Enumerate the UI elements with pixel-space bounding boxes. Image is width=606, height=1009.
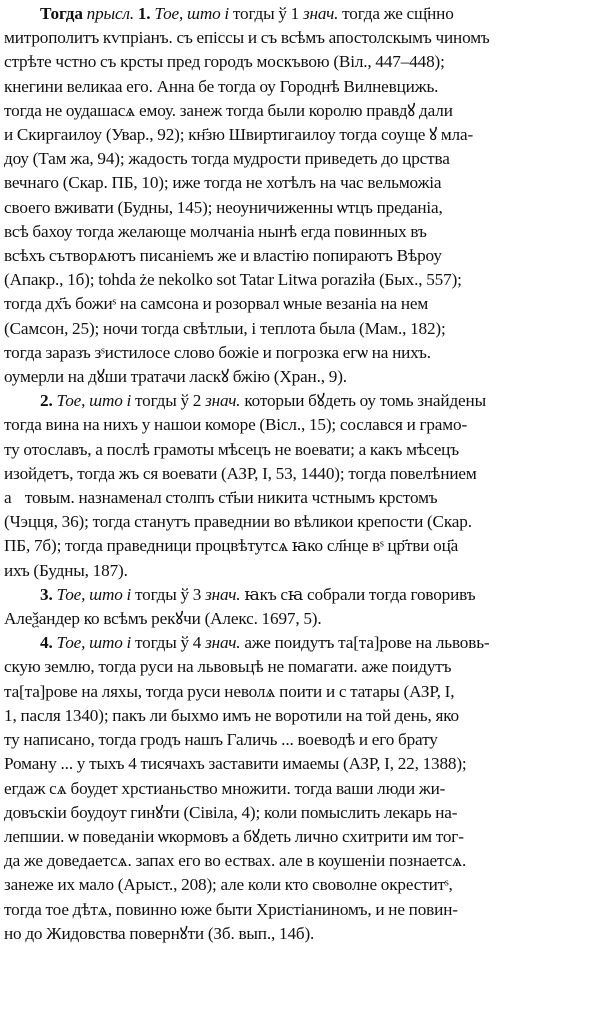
- line-text: 1, пасля 1340); пакъ ли быхмо имъ не воротили на той день, яко: [4, 705, 459, 725]
- sense-gloss: Тое, што і: [56, 584, 132, 604]
- line-text: кнегини великаа его. Анна бе тогда оу Городнѣ Вилневцижь.: [4, 76, 439, 96]
- part-of-speech: прысл.: [86, 4, 134, 23]
- text-line: [4, 147, 602, 171]
- line-text: митрополитъ кѵпріанъ. съ епіссы и съ всѣмъ апостолскымъ чиномъ: [4, 28, 490, 48]
- text-line: [4, 583, 602, 607]
- text-line: [4, 171, 602, 195]
- line-text: ПБ, 7б); тогда праведници процвѣтутсѧ ꙗко сл҃нце вˢ цр҃тви оц҃а: [4, 536, 459, 556]
- text-line: [4, 462, 602, 486]
- line-text: тогда тое дѣтѧ, повинно юже быти Христіаниномъ, и не повин-: [4, 899, 458, 919]
- sense-number: 2.: [40, 391, 53, 411]
- line-text: и Скиргаилоу (Увар., 92); кн҃зю Швиртигаилоу тогда соуще ꙋ мла-: [4, 125, 474, 145]
- text-line: [4, 389, 602, 413]
- line-text: скую землю, тогда руси на львовьцѣ не помагати. аже поидутъ: [4, 657, 452, 677]
- text-line: [4, 922, 602, 946]
- line-text: (Апакр., 1б); tohda że nekolko sot Tatar Litwa poraziła (Бых., 557);: [4, 270, 462, 290]
- line-text: егдаж сѧ боудет хрстиaньство множити. тогда ваши люди жи-: [4, 778, 446, 798]
- text-line: [4, 655, 602, 679]
- line-text: (Самсон, 25); ночи тогда свѣтлыи, і теплота была (Мам., 182);: [4, 318, 446, 338]
- text-line: [4, 99, 602, 123]
- text-line: [4, 2, 602, 26]
- line-text: Алеѯандер ко всѣмъ рекꙋчи (Алекс. 1697, 5).: [4, 609, 322, 629]
- sense-reference-gloss: знач.: [205, 391, 241, 411]
- text-line: [4, 438, 602, 462]
- line-text: лепшии. ѡ поведаніи ѡкормовъ а бꙋдеть лично схитрити им тог-: [4, 826, 464, 846]
- line-text: занеже их мало (Арыст., 208); але коли кто своволне окреститˢ,: [4, 875, 453, 895]
- text-line: [4, 196, 602, 220]
- text-line: [4, 413, 602, 437]
- text-line: [4, 268, 602, 292]
- sense-reference: тогды ў 2: [135, 391, 202, 411]
- line-text: (Чэцця, 36); тогда станутъ праведнии во вѣликои крепости (Скар.: [4, 512, 472, 532]
- line-text: да же доведаетсѧ. запах его во ествах. але в коушеніи познаетсѧ.: [4, 851, 467, 871]
- text-line: [4, 607, 602, 631]
- text-line: [4, 752, 602, 776]
- text-line: [4, 631, 602, 655]
- text-line: [4, 510, 602, 534]
- text-line: [4, 873, 602, 897]
- text-line: [4, 75, 602, 99]
- dictionary-page: [4, 2, 602, 1006]
- text-line: [4, 365, 602, 389]
- line-text: ꙗкъ сꙗ собрали тогда говоривъ: [244, 584, 476, 604]
- line-text: Роману ... у тыхъ 4 тисячахъ заставити имаемы (АЗР, І, 22, 1388);: [4, 754, 467, 774]
- text-line: [4, 50, 602, 74]
- text-line: [4, 292, 602, 316]
- text-line: [4, 317, 602, 341]
- sense-reference-gloss: знач.: [205, 633, 241, 653]
- line-text: ту отославъ, а послѣ грамоты мѣсецъ не воевати; а какъ мѣсецъ: [4, 439, 459, 459]
- text-line: [4, 123, 602, 147]
- line-text: ихъ (Будны, 187).: [4, 560, 128, 580]
- line-text: довъскіи боудоут гинꙋти (Сівіла, 4); коли помыслить лекарь на-: [4, 802, 458, 822]
- text-line: [4, 704, 602, 728]
- line-text: стрѣте чстно съ крсты пред городъ москъвою (Віл., 447–448);: [4, 52, 445, 72]
- line-text: изойдетъ, тогда жъ ся воевати (АЗР, І, 53, 1440); тогда повелѣнием: [4, 463, 477, 483]
- line-text: аже поидутъ та[та]рове на львовь-: [244, 633, 490, 653]
- text-line: [4, 898, 602, 922]
- line-text: тогда не оудашасѧ емоу. занеж тогда были королю правдꙋ дали: [4, 100, 453, 120]
- sense-gloss: Тое, што і: [154, 4, 230, 23]
- text-line: [4, 680, 602, 704]
- sense-number: 4.: [40, 633, 53, 653]
- line-text: всѣхъ сътворѧютъ писанiемъ же и властiю попираютъ Вѣроу: [4, 246, 442, 266]
- line-text: тогда же сщ҃нно: [342, 4, 454, 23]
- line-text: оумерли на дꙋши тратачи ласкꙋ бжію (Хран., 9).: [4, 367, 347, 387]
- text-line: [4, 486, 602, 510]
- sense-number: 1.: [137, 4, 151, 23]
- line-text: но до Жидовства повернꙋти (Зб. вып., 14б).: [4, 923, 315, 943]
- line-text: тогда заразъ зˢистилосе слово божіе и погрозка егѡ на нихъ.: [4, 342, 431, 362]
- sense-reference: тогды ў 3: [135, 584, 202, 604]
- text-line: [4, 559, 602, 583]
- sense-reference: тогды ў 1: [232, 4, 300, 23]
- text-line: [4, 777, 602, 801]
- text-line: [4, 26, 602, 50]
- text-line: [4, 220, 602, 244]
- sense-gloss: Тое, што і: [56, 391, 132, 411]
- sense-gloss: Тое, што і: [56, 633, 132, 653]
- line-text: аⷩтовым. назнаменал столпъ ст҃ыи никита чстнымъ крстомъ: [4, 488, 438, 508]
- text-line: [4, 728, 602, 752]
- line-text: доу (Там жа, 94); жадость тогда мудрости приведеть до црства: [4, 149, 450, 169]
- text-line: [4, 849, 602, 873]
- sense-reference-gloss: знач.: [302, 4, 339, 23]
- sense-reference-gloss: знач.: [205, 584, 241, 604]
- line-text: тогда вина на нихъ у нашои коморе (Вісл., 15); сослався и грамо-: [4, 415, 468, 435]
- line-text: которыи бꙋдеть оу томь знайдены: [244, 391, 486, 411]
- line-text: ту написано, тогда гродъ нашъ Галичь ... воеводѣ и его брату: [4, 730, 438, 750]
- line-text: своего вживати (Будны, 145); неоуничиженны ѡтцъ преданіа,: [4, 197, 443, 217]
- text-line: [4, 341, 602, 365]
- text-line: [4, 534, 602, 558]
- line-text: тогда дх҃ъ божиˢ на самсона и розорвал ѡные везаніа на нем: [4, 294, 429, 314]
- line-text: та[та]рове на ляхы, тогда руси неволѧ поити и с татары (АЗР, І,: [4, 681, 455, 701]
- text-line: [4, 825, 602, 849]
- text-line: [4, 801, 602, 825]
- sense-number: 3.: [40, 584, 53, 604]
- line-text: вечнаго (Скар. ПБ, 10); иже тогда не хотѣлъ на час вельможіа: [4, 173, 442, 193]
- headword: Тогда: [40, 4, 83, 23]
- line-text: всѣ бахоу тогда желающе молчаніа нынѣ егда повинных въ: [4, 221, 427, 241]
- sense-reference: тогды ў 4: [135, 633, 202, 653]
- text-line: [4, 244, 602, 268]
